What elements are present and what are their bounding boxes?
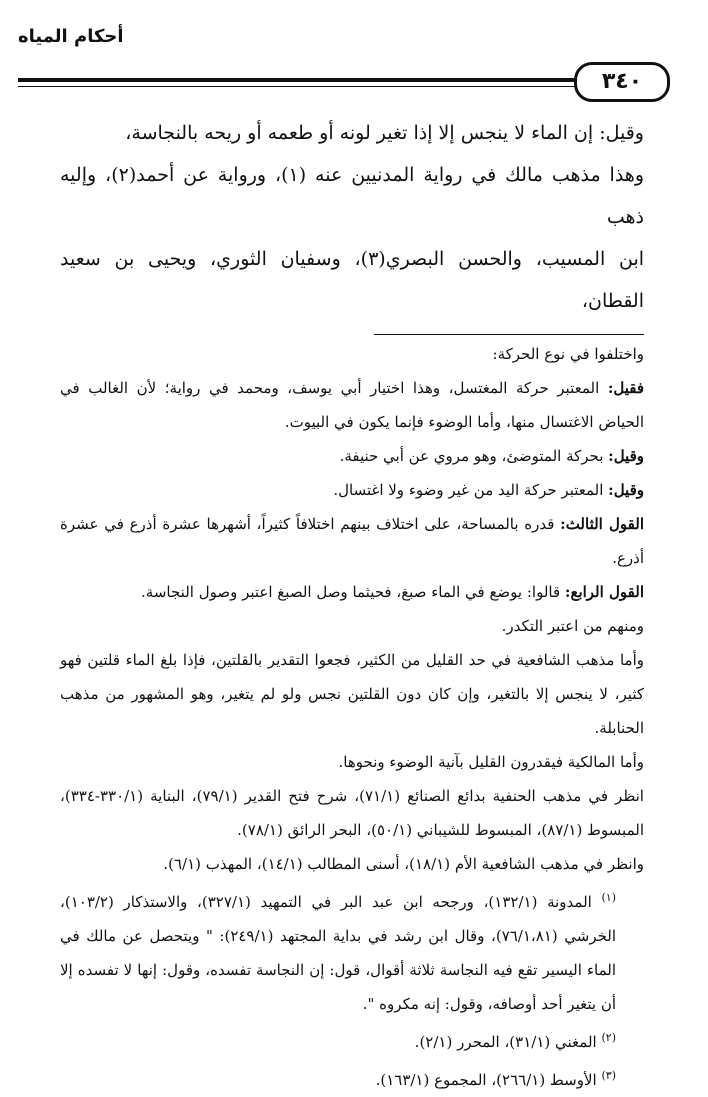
note-keyword: القول الثالث: xyxy=(560,515,644,533)
note-text: المعتبر حركة المغتسل، وهذا اختيار أبي يوسف، ومحمد في رواية؛ لأن الغالب في الحياض الاغتسال منها، وأما الوضوء فإنما يكون في البيوت. xyxy=(60,379,644,431)
header-rule-thin xyxy=(18,86,598,87)
footnote-2 xyxy=(60,1021,644,1059)
note-text: قالوا: يوضع في الماء صبغ، فحيثما وصل الصبغ اعتبر وصول النجاسة. xyxy=(141,583,565,601)
footnotes xyxy=(60,337,644,1097)
note-keyword: فقيل: xyxy=(607,379,644,397)
note-paragraph xyxy=(60,507,644,575)
note-text: قدره بالمساحة، على اختلاف بينهم اختلافاً كثيراً، أشهرها عشرة أذرع في عشرة أذرع. xyxy=(60,515,644,567)
main-line: وقيل: إن الماء لا ينجس إلا إذا تغير لونه أو طعمه أو ريحه بالنجاسة، xyxy=(125,122,644,144)
note-text: المعتبر حركة اليد من غير وضوء ولا اغتسال. xyxy=(333,481,609,499)
note-paragraph: وأما المالكية فيقدرون القليل بآنية الوضوء ونحوها. xyxy=(338,753,644,771)
main-line: ابن المسيب، والحسن البصري(٣)، وسفيان الثوري، ويحيى بن سعيد القطان، xyxy=(60,248,645,312)
footnote-separator xyxy=(374,334,644,335)
note-paragraph: وانظر في مذهب الشافعية الأم (١٨/١)، أسنى المطالب (١٤/١)، المهذب (٦/١). xyxy=(163,855,644,873)
note-text: بحركة المتوضئ، وهو مروي عن أبي حنيفة. xyxy=(339,447,609,465)
footnote-text: المغني (٣١/١)، المحرر (٢/١). xyxy=(414,1033,602,1051)
footnote-marker: (٢) xyxy=(601,1031,616,1044)
header-rule-thick xyxy=(18,78,598,82)
note-paragraph: ومنهم من اعتبر التكدر. xyxy=(501,617,644,635)
note-keyword: القول الرابع: xyxy=(564,583,644,601)
note-paragraph: واختلفوا في نوع الحركة: xyxy=(492,345,644,363)
note-paragraph xyxy=(60,575,644,609)
running-header-title: أحكام المياه xyxy=(18,26,124,47)
note-paragraph: انظر في مذهب الحنفية بدائع الصنائع (٧١/١)، شرح فتح القدير (٧٩/١)، البناية (٣٣٠/١-٣٣٤)، المبسوط (٨٧/١)، المبسوط للشيباني (٥٠/١)، البحر الرائق (٧٨/١). xyxy=(60,787,644,839)
note-paragraph xyxy=(60,439,644,473)
main-line: وهذا مذهب مالك في رواية المدنيين عنه (١)، ورواية عن أحمد(٢)، وإليه ذهب xyxy=(60,164,644,228)
footnote-marker: (١) xyxy=(601,891,616,904)
footnote-text: المدونة (١٣٢/١)، ورجحه ابن عبد البر في التمهيد (٣٢٧/١)، والاستذكار (١٠٣/٢)، الخرشي (٧٦/١،٨١)، وقال ابن رشد في بداية المجتهد (٢٤٩/١): " ويتحصل عن مالك في الماء اليسير تقع فيه النجاسة ثلاثة أقوال، قول: إن النجاسة تفسده، وقول: إنها لا تفسده إلا أن يتغير أحد أوصافه، وقول: إنه مكروه ". xyxy=(60,893,617,1013)
note-keyword: وقيل: xyxy=(608,481,644,499)
note-keyword: وقيل: xyxy=(608,447,644,465)
footnote-3 xyxy=(60,1059,644,1097)
note-paragraph xyxy=(60,371,644,439)
main-text xyxy=(60,112,644,322)
note-paragraph xyxy=(60,473,644,507)
page-number: ٣٤٠ xyxy=(574,62,670,102)
page-body xyxy=(60,112,644,1097)
footnote-text: الأوسط (٢٦٦/١)، المجموع (١٦٣/١). xyxy=(375,1071,602,1089)
note-paragraph: وأما مذهب الشافعية في حد القليل من الكثير، فجعوا التقدير بالقلتين، فإذا بلغ الماء قلتين فهو كثير، لا ينجس إلا بالتغير، وإن كان دون القلتين نجس ولو لم يتغير، وهو المشهور من مذهب الحنابلة. xyxy=(60,651,644,737)
footnote-marker: (٣) xyxy=(601,1069,616,1082)
footnote-1 xyxy=(60,881,644,1021)
